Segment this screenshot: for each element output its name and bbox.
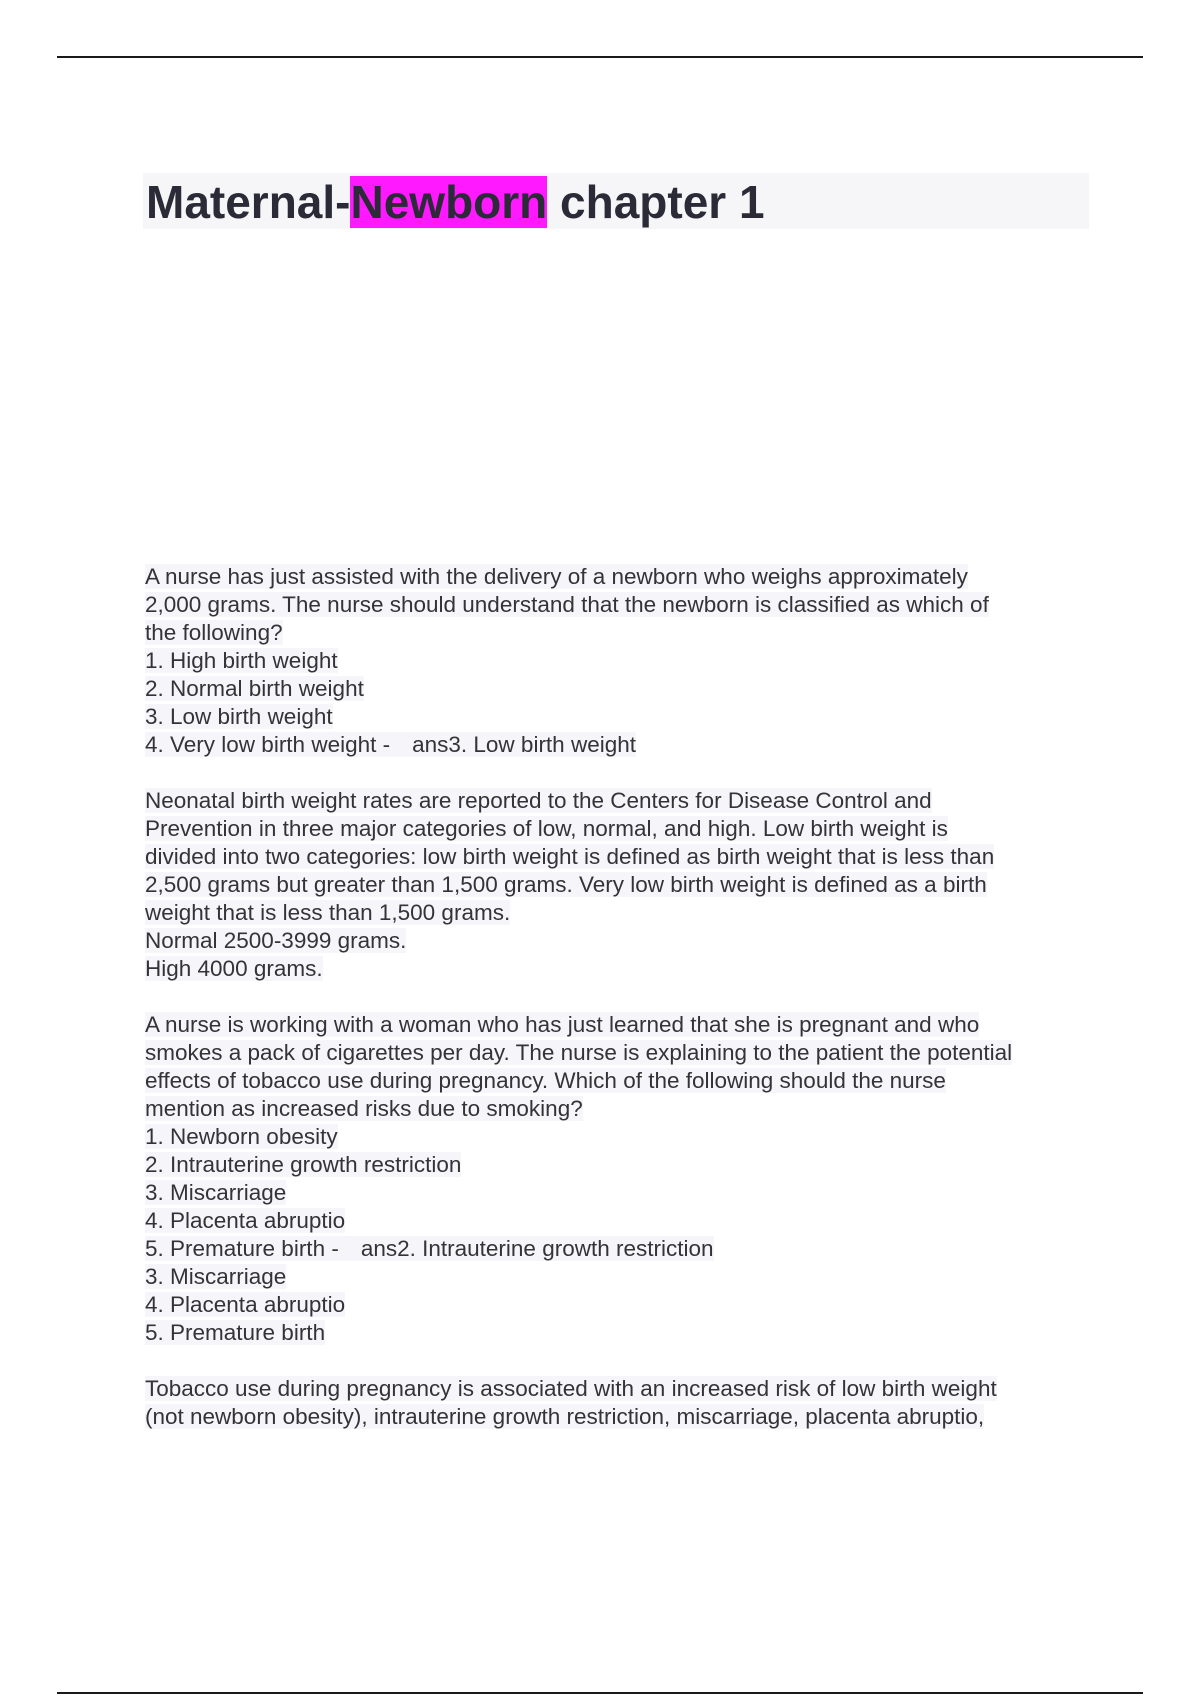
title-suffix: chapter 1 [547,176,765,228]
explanation-2 [145,1375,1085,1431]
explanation-1 [145,787,1085,983]
question-1 [145,563,1085,759]
option-line: 3. Miscarriage [145,1180,287,1205]
answer: ans2. Intrauterine growth restriction [360,1236,714,1261]
option-line: 2. Normal birth weight [145,676,364,701]
page-title [146,174,765,230]
text-line: A nurse is working with a woman who has just learned that she is pregnant and who [145,1012,980,1037]
final-option: 4. Very low birth weight - [145,732,391,757]
option-line: 3. Low birth weight [145,704,333,729]
top-rule [57,56,1143,58]
text-line: (not newborn obesity), intrauterine growth restriction, miscarriage, placenta abruptio, [145,1404,985,1429]
text-line: 2,000 grams. The nurse should understand that the newborn is classified as which of [145,592,989,617]
option-line: 1. High birth weight [145,648,338,673]
bottom-rule [57,1692,1143,1694]
text-line: divided into two categories: low birth weight is defined as birth weight that is less than [145,844,995,869]
text-line: High 4000 grams. [145,956,323,981]
text-line: Neonatal birth weight rates are reported to the Centers for Disease Control and [145,788,932,813]
text-line: effects of tobacco use during pregnancy. Which of the following should the nurse [145,1068,946,1093]
option-line: 4. Placenta abruptio [145,1208,346,1233]
title-prefix: Maternal- [146,176,351,228]
option-answer-line [145,1235,1085,1263]
text-line: weight that is less than 1,500 grams. [145,900,511,925]
text-line: Prevention in three major categories of low, normal, and high. Low birth weight is [145,816,948,841]
text-line: the following? [145,620,283,645]
option-answer-line [145,731,1085,759]
text-line: A nurse has just assisted with the delivery of a newborn who weighs approximately [145,564,968,589]
option-line: 3. Miscarriage [145,1264,287,1289]
final-option: 5. Premature birth - [145,1236,339,1261]
option-line: 5. Premature birth [145,1320,326,1345]
document-content [145,563,1085,1459]
question-2 [145,1011,1085,1347]
answer: ans3. Low birth weight [412,732,636,757]
text-line: mention as increased risks due to smoking? [145,1096,583,1121]
option-line: 1. Newborn obesity [145,1124,338,1149]
text-line: Normal 2500-3999 grams. [145,928,407,953]
option-line: 4. Placenta abruptio [145,1292,346,1317]
text-line: Tobacco use during pregnancy is associated with an increased risk of low birth weight [145,1376,997,1401]
text-line: smokes a pack of cigarettes per day. The nurse is explaining to the patient the potential [145,1040,1013,1065]
title-highlight: Newborn [350,176,548,228]
option-line: 2. Intrauterine growth restriction [145,1152,462,1177]
text-line: 2,500 grams but greater than 1,500 grams. Very low birth weight is defined as a birth [145,872,987,897]
